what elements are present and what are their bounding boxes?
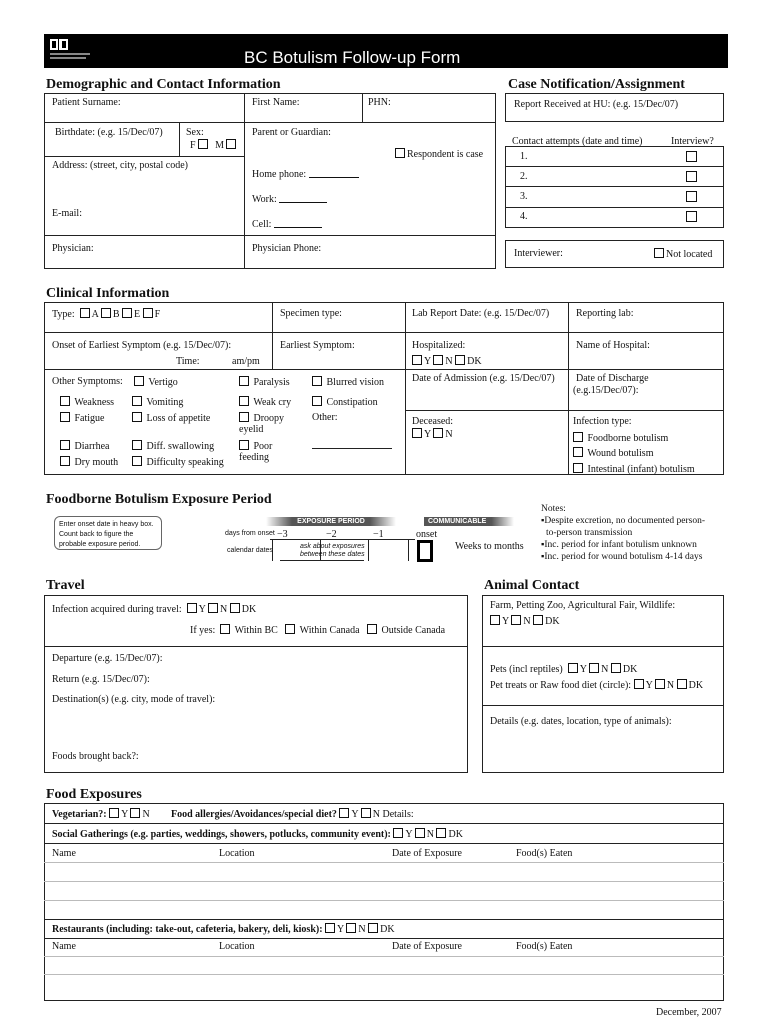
vomiting-option: Vomiting	[132, 396, 183, 408]
animal-details-label: Details (e.g. dates, location, type of animals):	[490, 716, 672, 727]
travel-y-checkbox[interactable]	[187, 603, 197, 613]
blurred-vision-option: Blurred vision	[312, 376, 384, 388]
social-dk-checkbox[interactable]	[436, 828, 446, 838]
pet-treats-n-checkbox[interactable]	[655, 679, 665, 689]
day-minus-3: −3	[277, 529, 288, 540]
sex-options: F M	[190, 139, 238, 151]
allergies-field: Food allergies/Avoidances/special diet? Y N Details:	[171, 809, 414, 820]
return-label: Return (e.g. 15/Dec/07):	[52, 674, 150, 685]
diff-swallowing-option: Diff. swallowing	[132, 440, 214, 452]
respondent-is-case: Respondent is case	[395, 148, 483, 160]
pet-treats-field: Pet treats or Raw food diet (circle): Y N DK	[490, 680, 704, 691]
constipation-checkbox[interactable]	[312, 396, 322, 406]
parent-guardian-label: Parent or Guardian:	[252, 127, 331, 138]
footer-date: December, 2007	[656, 1007, 722, 1018]
other-symptoms-label: Other Symptoms:	[52, 376, 123, 387]
social-col-date: Date of Exposure	[392, 848, 462, 859]
not-located: Not located	[654, 248, 712, 260]
type-field: Type: A B E F	[52, 309, 161, 320]
sex-m-checkbox[interactable]	[226, 139, 236, 149]
vegetarian-y-checkbox[interactable]	[109, 808, 119, 818]
within-canada-checkbox[interactable]	[285, 624, 295, 634]
vertigo-option: Vertigo	[134, 376, 178, 388]
social-col-name: Name	[52, 848, 76, 859]
hosp-y-checkbox[interactable]	[412, 355, 422, 365]
specimen-type-label: Specimen type:	[280, 308, 342, 319]
within-bc-checkbox[interactable]	[220, 624, 230, 634]
address-label: Address: (street, city, postal code)	[52, 160, 188, 171]
outside-canada-checkbox[interactable]	[367, 624, 377, 634]
infection-type-label: Infection type:	[573, 416, 632, 427]
restaurants-n-checkbox[interactable]	[346, 923, 356, 933]
bccdc-logo	[48, 37, 110, 65]
ampm-label: am/pm	[232, 356, 260, 367]
intestinal-option: Intestinal (infant) botulism	[573, 463, 695, 475]
intestinal-checkbox[interactable]	[573, 463, 583, 473]
hosp-n-checkbox[interactable]	[433, 355, 443, 365]
physician-label: Physician:	[52, 243, 94, 254]
food-heading: Food Exposures	[46, 787, 142, 802]
hospitalized-options: Y N DK	[412, 355, 482, 367]
weak-cry-option: Weak cry	[239, 396, 291, 408]
travel-heading: Travel	[46, 578, 85, 593]
deceased-options: Y N	[412, 428, 453, 440]
reporting-lab-label: Reporting lab:	[576, 308, 634, 319]
pet-treats-y-checkbox[interactable]	[634, 679, 644, 689]
date-of-discharge-label: Date of Discharge	[576, 373, 649, 384]
constipation-option: Constipation	[312, 396, 378, 408]
foodborne-option: Foodborne botulism	[573, 432, 668, 444]
droopy-eyelid-checkbox[interactable]	[239, 412, 249, 422]
form-title: BC Botulism Follow-up Form	[244, 48, 461, 67]
paralysis-checkbox[interactable]	[239, 376, 249, 386]
feeding-label: feeding	[239, 452, 269, 463]
blurred-vision-checkbox[interactable]	[312, 376, 322, 386]
deceased-n-checkbox[interactable]	[433, 428, 443, 438]
discharge-example: (e.g.15/Dec/07):	[573, 385, 639, 396]
social-col-foods: Food(s) Eaten	[516, 848, 573, 859]
difficulty-speaking-option: Difficulty speaking	[132, 456, 224, 468]
phn-label: PHN:	[368, 97, 391, 108]
foodborne-checkbox[interactable]	[573, 432, 583, 442]
vertigo-checkbox[interactable]	[134, 376, 144, 386]
interview-label: Interview?	[671, 136, 714, 147]
hosp-dk-checkbox[interactable]	[455, 355, 465, 365]
patient-surname-label: Patient Surname:	[52, 97, 121, 108]
attempt-2: 2.	[520, 171, 528, 182]
deceased-label: Deceased:	[412, 416, 454, 427]
onset-label: Onset of Earliest Symptom (e.g. 15/Dec/07):	[52, 340, 232, 351]
communicable-band: COMMUNICABLE	[424, 517, 514, 526]
interviewer-label: Interviewer:	[514, 248, 563, 259]
exposure-period-band: EXPOSURE PERIOD	[266, 517, 396, 526]
destination-label: Destination(s) (e.g. city, mode of travel):	[52, 694, 216, 705]
exposure-heading: Foodborne Botulism Exposure Period	[46, 492, 272, 507]
exposure-instructions: Enter onset date in heavy box. Count back to figure the probable exposure period.	[54, 516, 162, 550]
poor-feeding-checkbox[interactable]	[239, 440, 249, 450]
physician-phone-label: Physician Phone:	[252, 243, 322, 254]
restaurant-col-name: Name	[52, 941, 76, 952]
farm-y-checkbox[interactable]	[490, 615, 500, 625]
first-name-label: First Name:	[252, 97, 300, 108]
fatigue-option: Fatigue	[60, 412, 105, 424]
type-b-checkbox[interactable]	[101, 308, 111, 318]
day-minus-2: −2	[326, 529, 337, 540]
paralysis-option: Paralysis	[239, 376, 290, 388]
hospitalized-label: Hospitalized:	[412, 340, 466, 351]
farm-options: Y N DK	[490, 615, 560, 627]
calendar-dates-label: calendar dates	[227, 547, 273, 554]
type-f-checkbox[interactable]	[143, 308, 153, 318]
attempt-1: 1.	[520, 151, 528, 162]
poor-feeding-option: Poor	[239, 440, 272, 452]
not-located-checkbox[interactable]	[654, 248, 664, 258]
farm-n-checkbox[interactable]	[511, 615, 521, 625]
onset-label: onset	[416, 529, 438, 540]
restaurants-field: Restaurants (including: take-out, cafeteria, bakery, deli, kiosk): Y N DK	[52, 924, 395, 935]
type-e-checkbox[interactable]	[122, 308, 132, 318]
report-received-label: Report Received at HU: (e.g. 15/Dec/07)	[514, 99, 679, 110]
deceased-y-checkbox[interactable]	[412, 428, 422, 438]
title-bar	[44, 34, 728, 68]
sex-label: Sex:	[186, 127, 204, 138]
day-minus-1: −1	[373, 529, 384, 540]
foods-brought-back-label: Foods brought back?:	[52, 751, 139, 762]
interview-1-checkbox[interactable]	[686, 151, 697, 162]
email-label: E-mail:	[52, 208, 82, 219]
interview-2-checkbox[interactable]	[686, 171, 697, 182]
cell-phone-field: Cell:	[252, 218, 322, 230]
social-n-checkbox[interactable]	[415, 828, 425, 838]
other-symptom-label: Other:	[312, 412, 338, 423]
eyelid-label: eyelid	[239, 424, 264, 435]
pets-dk-checkbox[interactable]	[611, 663, 621, 673]
restaurants-y-checkbox[interactable]	[325, 923, 335, 933]
allergies-n-checkbox[interactable]	[361, 808, 371, 818]
wound-checkbox[interactable]	[573, 447, 583, 457]
weak-cry-checkbox[interactable]	[239, 396, 249, 406]
notes-block: Notes: ▪Despite excretion, no documented person- to-person transmission ▪Inc. period for infant botulism unknown ▪Inc. period for wound botulism 4-14 days	[541, 504, 706, 562]
birthdate-label: Birthdate: (e.g. 15/Dec/07)	[55, 127, 163, 138]
wound-option: Wound botulism	[573, 447, 653, 459]
farm-dk-checkbox[interactable]	[533, 615, 543, 625]
hospital-name-label: Name of Hospital:	[576, 340, 650, 351]
weakness-checkbox[interactable]	[60, 396, 70, 406]
allergies-y-checkbox[interactable]	[339, 808, 349, 818]
interview-4-checkbox[interactable]	[686, 211, 697, 222]
droopy-eyelid-option: Droopy	[239, 412, 284, 424]
departure-label: Departure (e.g. 15/Dec/07):	[52, 653, 163, 664]
sex-f-checkbox[interactable]	[198, 139, 208, 149]
social-col-location: Location	[219, 848, 255, 859]
vegetarian-field: Vegetarian?: Y N	[52, 809, 150, 820]
time-label: Time:	[176, 356, 200, 367]
demographic-heading: Demographic and Contact Information	[46, 77, 281, 92]
interview-3-checkbox[interactable]	[686, 191, 697, 202]
weeks-to-months-label: Weeks to months	[455, 541, 524, 552]
attempt-4: 4.	[520, 211, 528, 222]
travel-location-options: If yes: Within BC Within Canada Outside Canada	[190, 625, 446, 636]
diarrhea-option: Diarrhea	[60, 440, 109, 452]
travel-n-checkbox[interactable]	[208, 603, 218, 613]
date-of-admission-label: Date of Admission (e.g. 15/Dec/07)	[412, 373, 555, 384]
days-from-onset-label: days from onset	[225, 530, 275, 537]
vegetarian-n-checkbox[interactable]	[130, 808, 140, 818]
vomiting-checkbox[interactable]	[132, 396, 142, 406]
restaurant-col-location: Location	[219, 941, 255, 952]
diarrhea-checkbox[interactable]	[60, 440, 70, 450]
animal-heading: Animal Contact	[484, 578, 580, 593]
infection-acquired-field: Infection acquired during travel: Y N DK	[52, 604, 257, 615]
work-phone-field: Work:	[252, 193, 327, 205]
pets-n-checkbox[interactable]	[589, 663, 599, 673]
earliest-symptom-label: Earliest Symptom:	[280, 340, 355, 351]
farm-label: Farm, Petting Zoo, Agricultural Fair, Wildlife:	[490, 600, 676, 611]
restaurant-col-date: Date of Exposure	[392, 941, 462, 952]
social-y-checkbox[interactable]	[393, 828, 403, 838]
case-notification-heading: Case Notification/Assignment	[508, 77, 685, 92]
fatigue-checkbox[interactable]	[60, 412, 70, 422]
home-phone-field: Home phone:	[252, 168, 359, 180]
diff-swallowing-checkbox[interactable]	[132, 440, 142, 450]
pets-field: Pets (incl reptiles) Y N DK	[490, 664, 638, 675]
travel-dk-checkbox[interactable]	[230, 603, 240, 613]
type-a-checkbox[interactable]	[80, 308, 90, 318]
pet-treats-dk-checkbox[interactable]	[677, 679, 687, 689]
respondent-checkbox[interactable]	[395, 148, 405, 158]
restaurant-col-foods: Food(s) Eaten	[516, 941, 573, 952]
pets-y-checkbox[interactable]	[568, 663, 578, 673]
loss-of-appetite-option: Loss of appetite	[132, 412, 210, 424]
clinical-heading: Clinical Information	[46, 286, 170, 301]
lab-report-date-label: Lab Report Date: (e.g. 15/Dec/07)	[412, 308, 550, 319]
attempt-3: 3.	[520, 191, 528, 202]
loss-of-appetite-checkbox[interactable]	[132, 412, 142, 422]
dry-mouth-checkbox[interactable]	[60, 456, 70, 466]
contact-attempts-label: Contact attempts (date and time)	[512, 136, 643, 147]
difficulty-speaking-checkbox[interactable]	[132, 456, 142, 466]
social-gatherings-field: Social Gatherings (e.g. parties, weddings, showers, potlucks, community event): Y N DK	[52, 829, 463, 840]
ask-about-exposures: ask about exposures between these dates	[300, 543, 365, 558]
dry-mouth-option: Dry mouth	[60, 456, 118, 468]
restaurants-dk-checkbox[interactable]	[368, 923, 378, 933]
weakness-option: Weakness	[60, 396, 114, 408]
onset-date-box[interactable]	[417, 540, 433, 562]
